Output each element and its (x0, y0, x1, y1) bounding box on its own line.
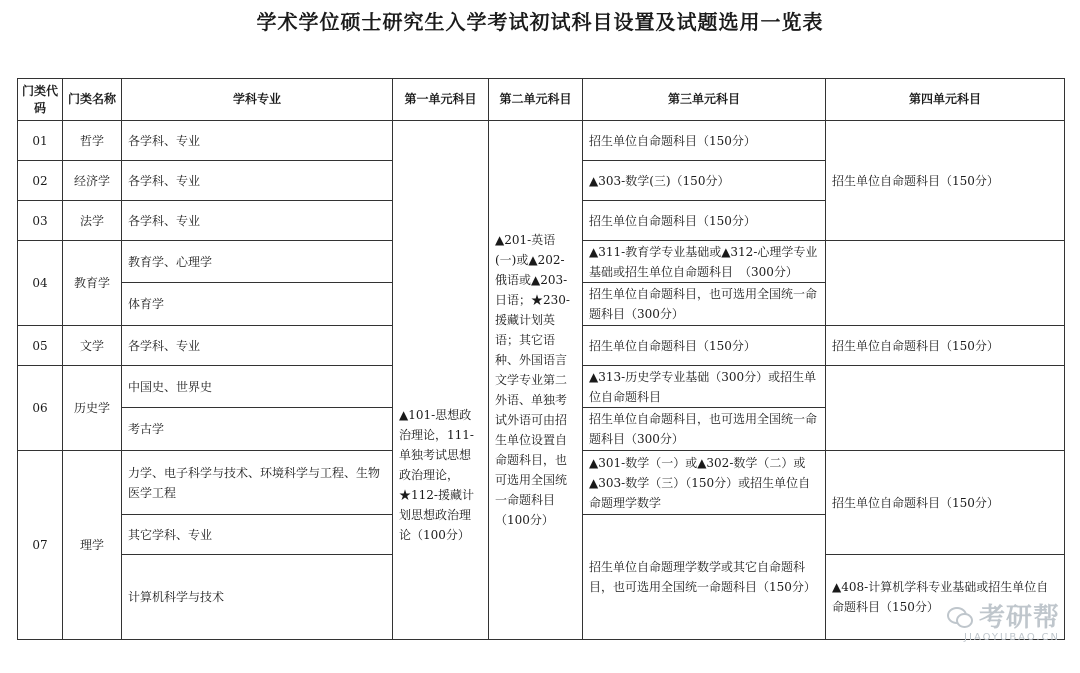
major-cell: 计算机科学与技术 (122, 555, 393, 640)
header-unit1: 第一单元科目 (393, 79, 489, 121)
major-cell: 中国史、世界史 (122, 366, 393, 408)
major-cell: 各学科、专业 (122, 326, 393, 366)
watermark-cn: 考研帮 (978, 603, 1060, 633)
header-row (18, 79, 1065, 121)
category-code: 05 (18, 326, 63, 366)
unit4-cell: 招生单位自命题科目（150分） (826, 326, 1065, 366)
unit4-cell: 招生单位自命题科目（150分） (826, 121, 1065, 241)
header-unit4: 第四单元科目 (826, 79, 1065, 121)
major-cell: 各学科、专业 (122, 121, 393, 161)
category-code: 02 (18, 161, 63, 201)
unit3-cell: 招生单位自命题理学数学或其它自命题科目，也可选用全国统一命题科目（150分） (583, 515, 826, 640)
category-code: 06 (18, 366, 63, 451)
category-name: 法学 (63, 201, 122, 241)
unit4-cell: 招生单位自命题科目（150分） (826, 451, 1065, 555)
watermark-en: JIAOYUBAO.CN (964, 632, 1060, 643)
wechat-icon (947, 605, 973, 627)
header-unit2: 第二单元科目 (489, 79, 583, 121)
unit3-cell: 招生单位自命题科目，也可选用全国统一命题科目（300分） (583, 283, 826, 326)
unit4-cell: ▲408-计算机学科专业基础或招生单位自命题科目（150分） (826, 555, 1065, 640)
unit3-cell: 招生单位自命题科目，也可选用全国统一命题科目（300分） (583, 408, 826, 451)
major-cell: 其它学科、专业 (122, 515, 393, 555)
category-name: 哲学 (63, 121, 122, 161)
unit4-empty-cell (826, 366, 1065, 451)
category-code: 03 (18, 201, 63, 241)
unit3-cell: 招生单位自命题科目（150分） (583, 121, 826, 161)
category-name: 历史学 (63, 366, 122, 451)
category-name: 文学 (63, 326, 122, 366)
watermark (947, 597, 1060, 643)
header-unit3: 第三单元科目 (583, 79, 826, 121)
category-name: 经济学 (63, 161, 122, 201)
unit3-cell: 招生单位自命题科目（150分） (583, 201, 826, 241)
page-title: 学术学位硕士研究生入学考试初试科目设置及试题选用一览表 (256, 10, 824, 34)
major-cell: 体育学 (122, 283, 393, 326)
unit3-cell: ▲303-数学(三)（150分） (583, 161, 826, 201)
category-code: 07 (18, 451, 63, 640)
category-name: 理学 (63, 451, 122, 640)
exam-subject-table (17, 78, 1065, 640)
table-row (18, 121, 1065, 161)
unit3-cell: ▲301-数学（一）或▲302-数学（二）或▲303-数学（三）（150分）或招生单位自命题理学数学 (583, 451, 826, 515)
unit3-cell: 招生单位自命题科目（150分） (583, 326, 826, 366)
major-cell: 考古学 (122, 408, 393, 451)
unit3-cell: ▲313-历史学专业基础（300分）或招生单位自命题科目 (583, 366, 826, 408)
major-cell: 力学、电子科学与技术、环境科学与工程、生物医学工程 (122, 451, 393, 515)
major-cell: 教育学、心理学 (122, 241, 393, 283)
category-code: 04 (18, 241, 63, 326)
major-cell: 各学科、专业 (122, 201, 393, 241)
unit4-empty-cell (826, 241, 1065, 326)
category-name: 教育学 (63, 241, 122, 326)
unit2-subjects: ▲201-英语(一)或▲202-俄语或▲203-日语；★230-援藏计划英语；其它语种、外国语言文学专业第二外语、单独考试外语可由招生单位设置自命题科目，也可选用全国统一命题科目（100分） (489, 121, 583, 640)
category-code: 01 (18, 121, 63, 161)
header-name: 门类名称 (63, 79, 122, 121)
header-code: 门类代码 (18, 79, 63, 121)
header-major: 学科专业 (122, 79, 393, 121)
unit1-subjects: ▲101-思想政治理论，111-单独考试思想政治理论，★112-援藏计划思想政治理论（100分） (393, 121, 489, 640)
major-cell: 各学科、专业 (122, 161, 393, 201)
unit3-cell: ▲311-教育学专业基础或▲312-心理学专业基础或招生单位自命题科目 （300分） (583, 241, 826, 283)
